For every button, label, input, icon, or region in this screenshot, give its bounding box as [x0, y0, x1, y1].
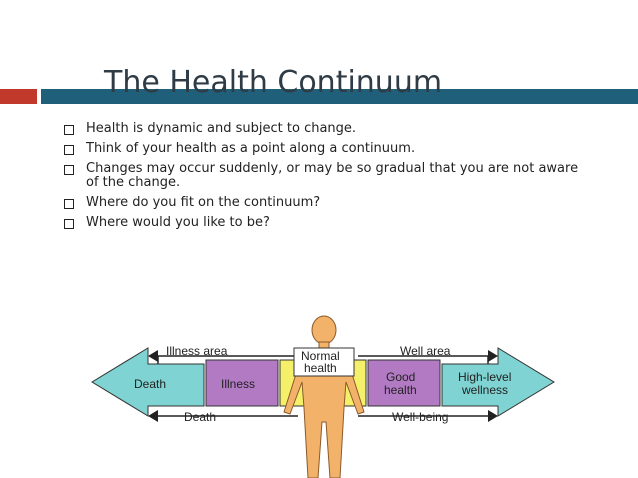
bullet-text: Where do you fit on the continuum? [86, 195, 321, 210]
bullet-text: Health is dynamic and subject to change. [86, 121, 357, 136]
bullet-item [64, 162, 584, 190]
death-bottom-label: Death [184, 410, 217, 424]
high-level-line1: High-level [458, 370, 512, 384]
slide-title: The Health Continuum [104, 65, 443, 100]
well-area-label: Well area [400, 344, 451, 358]
bullet-text: Changes may occur suddenly, or may be so gradual that you are not aware of the change. [86, 161, 579, 190]
square-bullet-icon [64, 125, 74, 135]
normal-health-line1: Normal [301, 349, 340, 363]
illness-box-label: Illness [221, 377, 256, 391]
normal-health-line2: health [304, 361, 337, 375]
illness-area-label: Illness area [166, 344, 228, 358]
good-health-line2: health [384, 383, 417, 397]
bullet-item [64, 216, 584, 230]
bullet-list [64, 122, 584, 236]
good-health-line1: Good [386, 370, 416, 384]
square-bullet-icon [64, 199, 74, 209]
bullet-item [64, 122, 584, 136]
bullet-item [64, 142, 584, 156]
bullet-text: Where would you like to be? [86, 215, 270, 230]
high-level-line2: wellness [462, 383, 509, 397]
health-continuum-figure [88, 312, 558, 478]
bullet-text: Think of your health as a point along a continuum. [86, 141, 416, 156]
human-body-icon [284, 316, 364, 478]
square-bullet-icon [64, 145, 74, 155]
death-arrow [148, 410, 298, 422]
square-bullet-icon [64, 165, 74, 175]
death-box-label: Death [134, 377, 167, 391]
bullet-item [64, 196, 584, 210]
header-accent-red [0, 89, 37, 104]
square-bullet-icon [64, 219, 74, 229]
well-being-bottom-label: Well-being [392, 410, 449, 424]
